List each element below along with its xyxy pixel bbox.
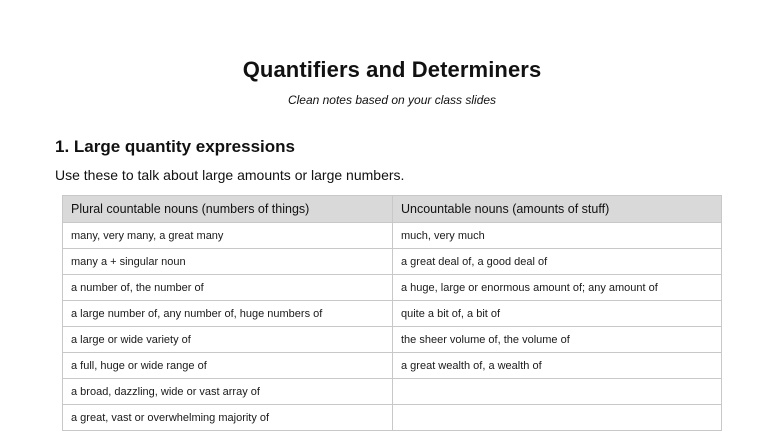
table-cell-countable: a full, huge or wide range of (63, 353, 393, 379)
table-row (63, 353, 722, 379)
table-cell-uncountable: the sheer volume of, the volume of (393, 327, 722, 353)
table-row (63, 301, 722, 327)
table-cell-countable: a number of, the number of (63, 275, 393, 301)
table-cell-countable: many, very many, a great many (63, 223, 393, 249)
table-row (63, 379, 722, 405)
table-cell-countable: a large number of, any number of, huge numbers of (63, 301, 393, 327)
table-row (63, 405, 722, 431)
column-header-countable: Plural countable nouns (numbers of things) (63, 196, 393, 223)
document-subtitle: Clean notes based on your class slides (287, 93, 497, 107)
table-cell-uncountable: a huge, large or enormous amount of; any amount of (393, 275, 722, 301)
table-row (63, 249, 722, 275)
table-cell-countable: a large or wide variety of (63, 327, 393, 353)
section-heading-large-quantity: 1. Large quantity expressions (55, 137, 295, 156)
table-row (63, 223, 722, 249)
table-cell-countable: a great, vast or overwhelming majority of (63, 405, 393, 431)
table-cell-countable: a broad, dazzling, wide or vast array of (63, 379, 393, 405)
column-header-uncountable: Uncountable nouns (amounts of stuff) (393, 196, 722, 223)
section-intro: Use these to talk about large amounts or large numbers. (55, 167, 405, 183)
table-cell-uncountable: much, very much (393, 223, 722, 249)
table-cell-countable: many a + singular noun (63, 249, 393, 275)
table-cell-uncountable: quite a bit of, a bit of (393, 301, 722, 327)
table-cell-uncountable (393, 405, 722, 431)
table-cell-uncountable: a great wealth of, a wealth of (393, 353, 722, 379)
document-title: Quantifiers and Determiners (242, 57, 542, 82)
table-cell-uncountable (393, 379, 722, 405)
table-row (63, 275, 722, 301)
table-header-row (63, 196, 722, 223)
table-cell-uncountable: a great deal of, a good deal of (393, 249, 722, 275)
quantifier-table (62, 195, 722, 431)
table-row (63, 327, 722, 353)
